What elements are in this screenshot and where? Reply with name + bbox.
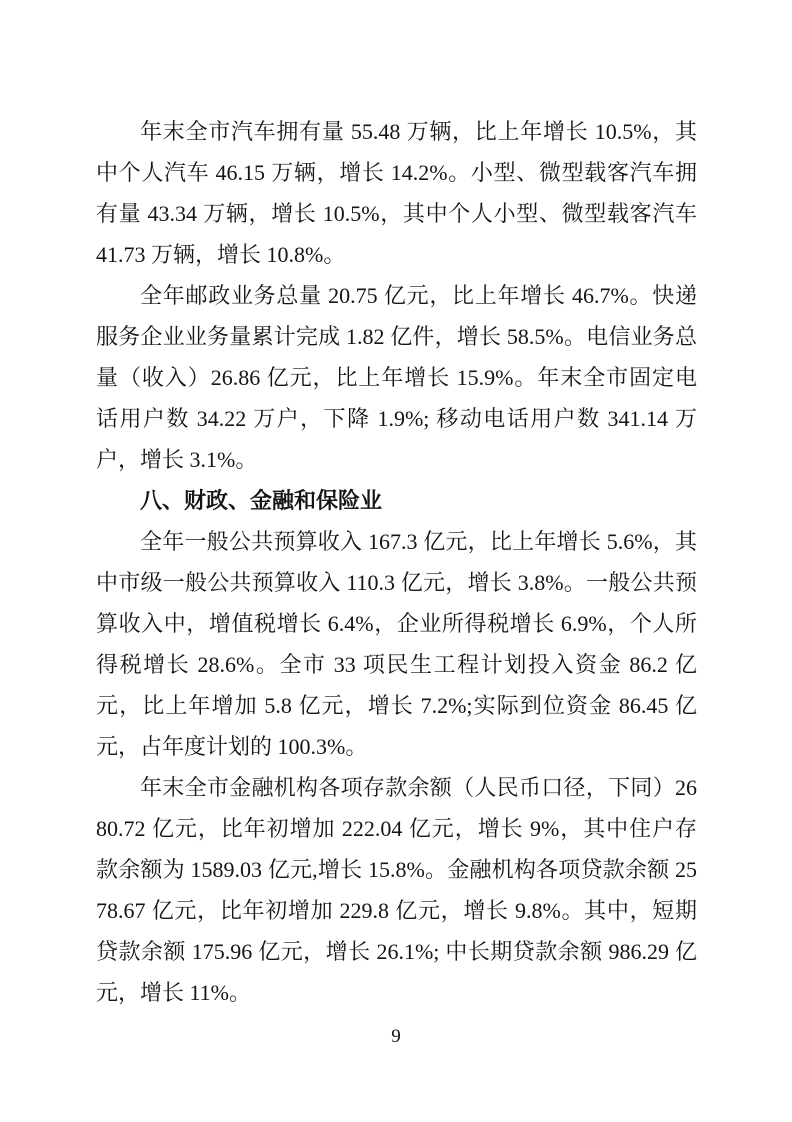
section-heading-finance-insurance: 八、财政、金融和保险业 [140, 488, 383, 513]
page-body [96, 111, 697, 1013]
paragraph-financial-institutions: 年末全市金融机构各项存款余额（人民币口径，下同）2680.72 亿元，比年初增加 222.04 亿元，增长 9%，其中住户存款余额为 1589.03 亿元,增长 15.8%。金融机构各项贷款余额 2578.67 亿元，比年初增加 229.8 亿元，增长 9.8%。其中，短期贷款余额 175.96 亿元，增长 26.1%; 中长期贷款余额 986.29 亿元，增长 11%。 [96, 775, 697, 1005]
paragraph-vehicle-ownership: 年末全市汽车拥有量 55.48 万辆，比上年增长 10.5%，其中个人汽车 46.15 万辆，增长 14.2%。小型、微型载客汽车拥有量 43.34 万辆，增长 10.5%，其中个人小型、微型载客汽车 41.73 万辆，增长 10.8%。 [96, 119, 697, 267]
paragraph-post-telecom: 全年邮政业务总量 20.75 亿元，比上年增长 46.7%。快递服务企业业务量累计完成 1.82 亿件，增长 58.5%。电信业务总量（收入）26.86 亿元，比上年增长 15.9%。年末全市固定电话用户数 34.22 万户，下降 1.9%; 移动电话用户数 341.14 万户，增长 3.1%。 [96, 283, 697, 472]
page-number: 9 [391, 1026, 401, 1047]
paragraph-fiscal-budget: 全年一般公共预算收入 167.3 亿元，比上年增长 5.6%，其中市级一般公共预算收入 110.3 亿元，增长 3.8%。一般公共预算收入中，增值税增长 6.4%，企业所得税增长 6.9%，个人所得税增长 28.6%。全市 33 项民生工程计划投入资金 86.2 亿元，比上年增加 5.8 亿元，增长 7.2%;实际到位资金 86.45 亿元，占年度计划的 100.3%。 [96, 529, 697, 759]
